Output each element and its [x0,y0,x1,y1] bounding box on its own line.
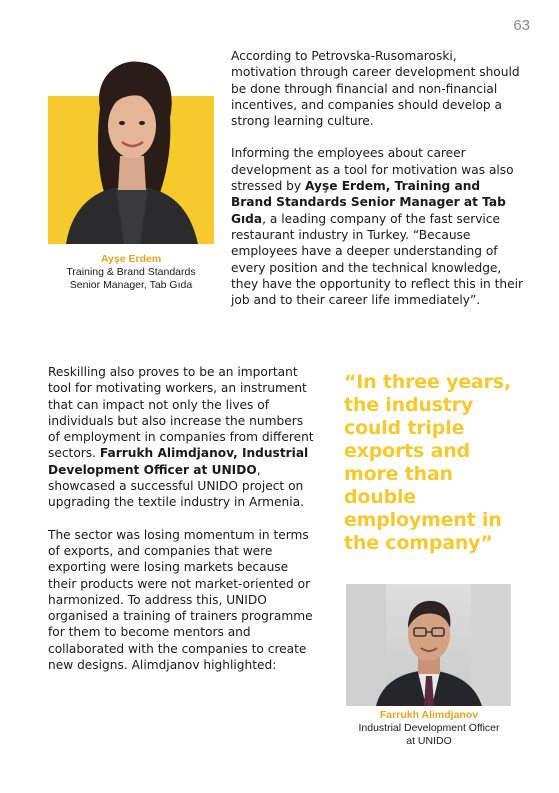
portrait-ayse-erdem [48,48,214,244]
photo-figure [346,584,511,706]
left-column [48,364,314,689]
left-paragraph-1-rest: , showcased a successful UNIDO project on upgrading the textile industry in Armenia. [48,462,304,510]
photo-caption-role-line2: at UNIDO [406,735,452,747]
right-paragraph-2-rest: , a leading company of the fast service restaurant industry in Turkey. “Because employees have a deeper understanding of every position and the technical knowledge, they have the opportunity to reflect this in their job and to their career life immediately”. [231,211,523,308]
photo-farrukh-alimdjanov [346,584,511,706]
page-number: 63 [513,17,530,34]
portrait-caption [46,253,216,292]
pull-quote: “In three years, the industry could triple exports and more than double employment in the company” [344,371,511,554]
right-paragraph-2-intro: Informing the employees about career development as a tool for motivation was also stressed by [231,146,514,194]
photo-caption [344,709,514,748]
portrait-caption-role-line2: Senior Manager, Tab Gıda [69,279,193,291]
right-column [231,48,523,324]
left-paragraph-2: The sector was losing momentum in terms of exports, and companies that were exporting were losing markets because their products were not market-oriented or harmonized. To address this, UNIDO organised a training of trainers programme for them to become mentors and collaborated with the companies to create new designs. Alimdjanov highlighted: [48,527,313,673]
left-paragraph-1-intro: Reskilling also proves to be an important tool for motivating workers, an instrument that can impact not only the lives of individuals but also increase the numbers of employment in companies from different sectors. [48,365,314,461]
photo-caption-role-line1: Industrial Development Officer [358,722,500,734]
portrait-caption-name: Ayşe Erdem [100,253,162,265]
portrait-caption-role-line1: Training & Brand Standards [66,266,196,278]
photo-caption-name: Farrukh Alimdjanov [379,709,479,721]
left-paragraph-1-bold: Farrukh Alimdjanov, Industrial Development Officer at UNIDO [48,446,309,477]
portrait-figure [48,48,214,244]
right-paragraph-1: According to Petrovska-Rusomaroski, motivation through career development should be done through financial and non-financial incentives, and companies should develop a strong learning culture. [231,49,520,129]
right-paragraph-2 [231,145,523,308]
left-paragraph-1 [48,364,314,511]
right-paragraph-2-bold: Ayşe Erdem, Training and Brand Standards Senior Manager at Tab Gıda [231,179,506,226]
